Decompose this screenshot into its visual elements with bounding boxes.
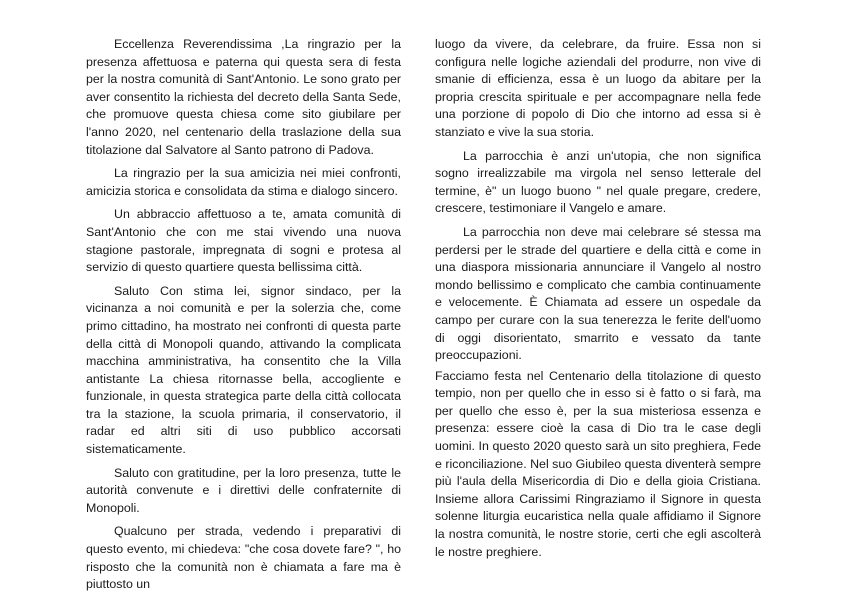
paragraph-utopia: La parrocchia è anzi un'utopia, che non significa sogno irrealizzabile ma virgola nel senso letterale del termine, è" un luogo buono " nel quale pregare, credere, crescere, testimoniare il Vangelo e amare. xyxy=(435,148,761,216)
paragraph-missionary-parish: La parrocchia non deve mai celebrare sé stessa ma perdersi per le strade del quartiere e della città e come in una diaspora missionaria annunciare il Vangelo al nostro mondo bellissimo e complicato che cambia continuamente e velocemente. È Chiamata ad essere un ospedale da campo per curare con la sua tenerezza le ferite dell'uomo di oggi disorientato, smarrito e vessato da tante preoccupazioni. xyxy=(435,224,761,363)
paragraph-community-embrace: Un abbraccio affettuoso a te, amata comunità di Sant'Antonio che con me stai vivendo una nuova stagione pastorale, impregnata di sogni e protesa al servizio di questo quartiere questa bellissima città. xyxy=(86,207,401,275)
paragraph-friendship: La ringrazio per la sua amicizia nei miei confronti, amicizia storica e consolidata da stima e dialogo sincero. xyxy=(86,166,401,198)
paragraph-centenary-celebration: Facciamo festa nel Centenario della titolazione di questo tempio, non per quello che in esso si è fatto o si farà, ma per quello che esso è, per la sua misteriosa essenza e presenza: essere cioè la casa di Dio tra le case degli uomini. In questo 2020 questo sarà un sito preghiera, Fede e riconciliazione. Nel suo Giubileo questa diventerà sempre più l'aula della Misericordia di Dio e della gioia Cristiana. Insieme allora Carissimi Ringraziamo il Signore in questa solenne liturgia eucaristica nella quale affidiamo il Signore la nostra comunità, le nostre storie, certi che egli ascolterà le nostre preghiere. xyxy=(435,368,761,559)
paragraph-place-to-live: luogo da vivere, da celebrare, da fruire. Essa non si configura nelle logiche aziendali del produrre, non vive di smanie di efficienza, essa è un luogo da abitare per la propria crescita spirituale e per accompagnare nella fede una porzione di popolo di Dio che intorno ad essa si è stanziato e vive la sua storia. xyxy=(435,37,761,139)
left-column xyxy=(86,36,401,597)
paragraph-greeting-bishop: Eccellenza Reverendissima ,La ringrazio per la presenza affettuosa e paterna qui questa sera di festa per la nostra comunità di Sant'Antonio. Le sono grato per aver consentito la richiesta del decreto della Santa Sede, che promuove questa chiesa come sito giubilare per l'anno 2020, nel centenario della traslazione della sua titolazione dal Salvatore al Santo patrono di Padova. xyxy=(86,37,401,157)
paragraph-mayor-greeting: Saluto Con stima lei, signor sindaco, per la vicinanza a noi comunità e per la solerzia che, come primo cittadino, ha mostrato nei confronti di questa parte della città di Monopoli quando, attivando la complicata macchina amministrativa, ha consentito che la Villa antistante La chiesa ritornasse bella, accogliente e funzionale, in questa strategica parte della città collocata tra la stazione, la scuola primaria, il conservatorio, il radar ed altri siti di uso pubblico accorsati sistematicamente. xyxy=(86,283,401,457)
paragraph-authorities-greeting: Saluto con gratitudine, per la loro presenza, tutte le autorità convenute e i direttivi delle confraternite di Monopoli. xyxy=(86,465,401,515)
paragraph-what-to-do: Qualcuno per strada, vedendo i preparativi di questo evento, mi chiedeva: "che cosa dovete fare? ", ho risposto che la comunità non è chiamata a fare ma è piuttosto un xyxy=(86,524,401,592)
right-column xyxy=(435,36,761,564)
